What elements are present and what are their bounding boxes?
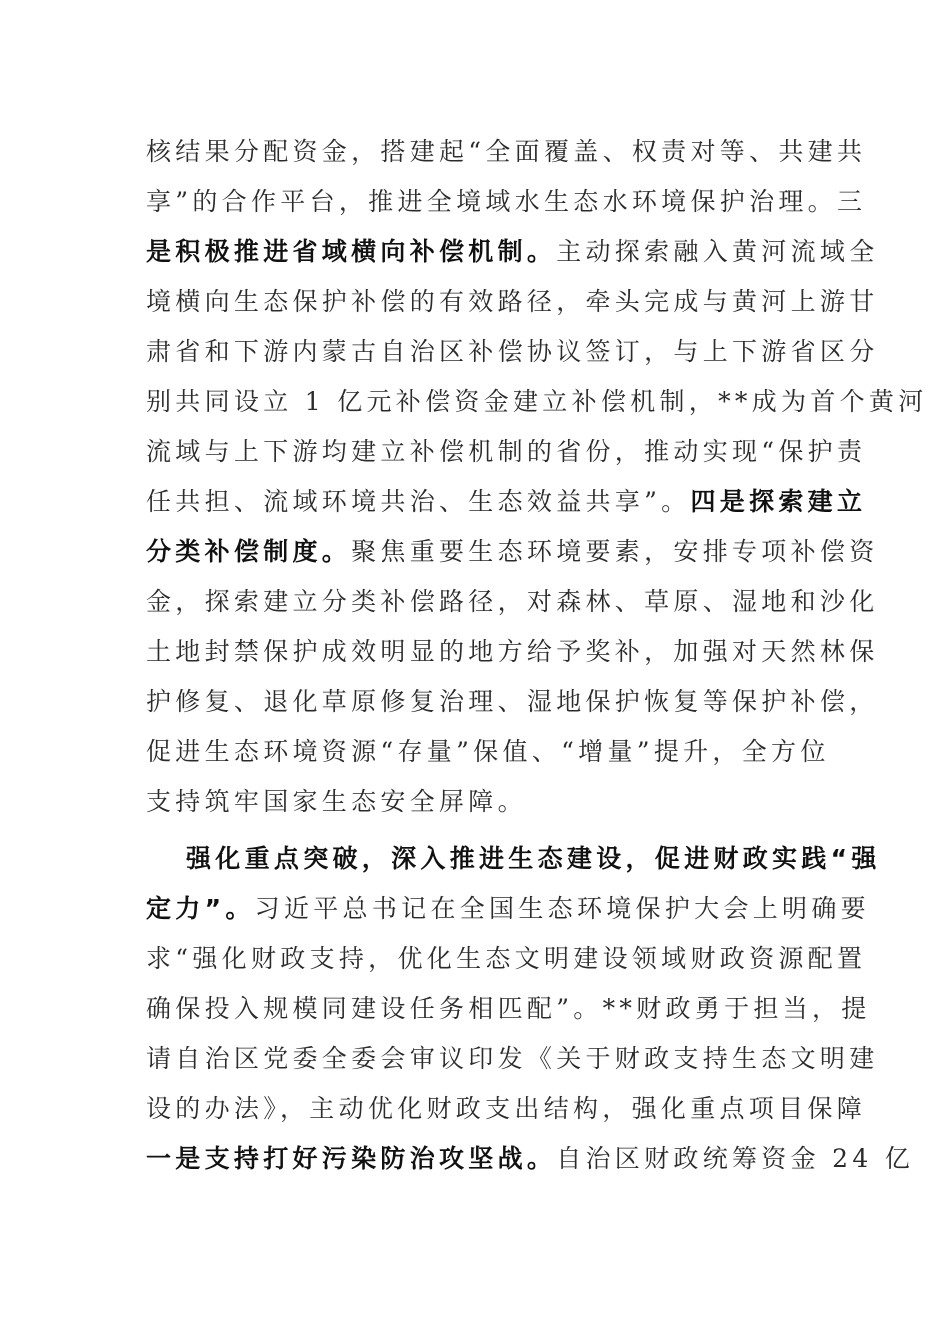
paragraph-2-line-7	[146, 1142, 915, 1176]
paragraph-1-line-6: 别共同设立 1 亿元补偿资金建立补偿机制，**成为首个黄河	[146, 387, 928, 416]
paragraph-1-line-10: 金，探索建立分类补偿路径，对森林、草原、湿地和沙化	[146, 587, 879, 616]
paragraph-1-line-7: 流域与上下游均建立补偿机制的省份，推动实现“保护责	[146, 437, 867, 466]
body-text: 任共担、流域环境共治、生态效益共享”。	[146, 487, 691, 516]
body-text: 聚焦重要生态环境要素，安排专项补偿资	[351, 537, 879, 566]
paragraph-1-line-11: 土地封禁保护成效明显的地方给予奖补，加强对天然林保	[146, 637, 879, 666]
paragraph-1-line-12: 护修复、退化草原修复治理、湿地保护恢复等保护补偿，	[146, 687, 879, 716]
paragraph-1-line-1: 核结果分配资金，搭建起“全面覆盖、权责对等、共建共	[146, 137, 867, 166]
paragraph-1-line-8	[146, 485, 867, 519]
body-text: 自治区财政统筹资金 24 亿	[556, 1144, 915, 1173]
body-text: 主动探索融入黄河流域全	[556, 237, 879, 266]
paragraph-1-line-4: 境横向生态保护补偿的有效路径，牵头完成与黄河上游甘	[146, 287, 879, 316]
paragraph-2-line-2	[146, 892, 870, 926]
paragraph-2-heading: 强化重点突破，深入推进生态建设，促进财政实践“强	[186, 844, 881, 873]
bold-heading-1: 一是支持打好污染防治攻坚战。	[146, 1144, 557, 1173]
paragraph-2-line-5: 请自治区党委全委会审议印发《关于财政支持生态文明建	[146, 1044, 879, 1073]
paragraph-2-line-6: 设的办法》，主动优化财政支出结构，强化重点项目保障	[146, 1094, 867, 1123]
paragraph-2-line-3: 求“强化财政支持，优化生态文明建设领域财政资源配置	[146, 944, 867, 973]
paragraph-2-line-4: 确保投入规模同建设任务相匹配”。**财政勇于担当，提	[146, 994, 871, 1023]
paragraph-1-line-5: 肃省和下游内蒙古自治区补偿协议签订，与上下游省区分	[146, 337, 879, 366]
paragraph-1-line-14: 支持筑牢国家生态安全屏障。	[146, 787, 527, 816]
body-text: 习近平总书记在全国生态环境保护大会上明确要	[254, 894, 870, 923]
paragraph-1-line-2: 享”的合作平台，推进全境域水生态水环境保护治理。三	[146, 187, 867, 216]
paragraph-1-line-9	[146, 535, 879, 569]
paragraph-1-line-3	[146, 235, 879, 269]
bold-heading-4-cont: 分类补偿制度。	[146, 537, 352, 566]
bold-heading-3: 是积极推进省域横向补偿机制。	[146, 237, 557, 266]
paragraph-1-line-13: 促进生态环境资源“存量”保值、“增量”提升，全方位	[146, 737, 830, 766]
bold-heading-4: 四是探索建立	[690, 487, 867, 516]
bold-heading-cont: 定力”。	[146, 894, 255, 923]
